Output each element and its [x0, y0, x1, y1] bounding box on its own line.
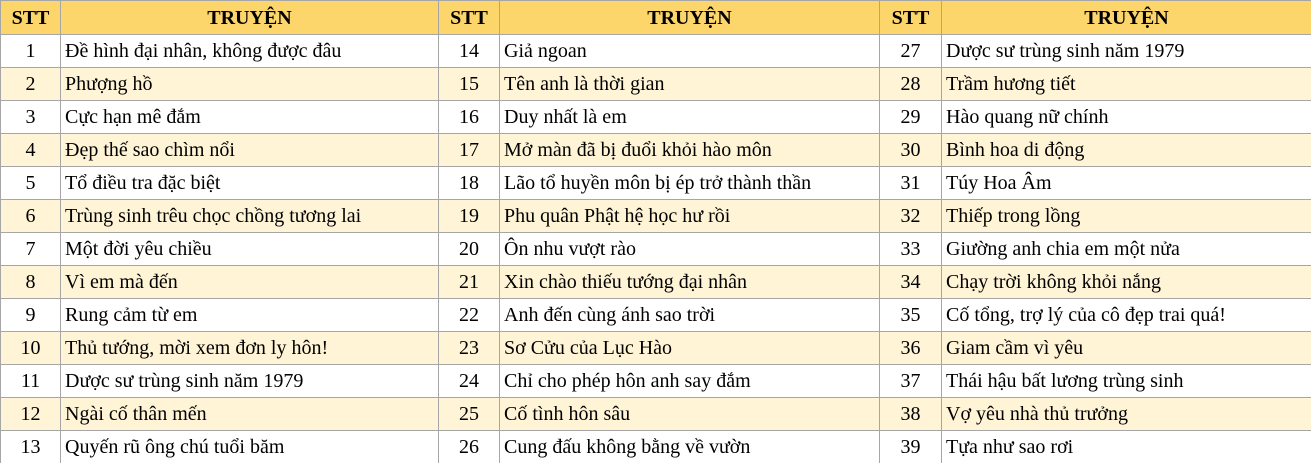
table-row: [1, 68, 1311, 101]
story-title: Mở màn đã bị đuổi khỏi hào môn: [500, 134, 880, 167]
header-row: [1, 1, 1311, 35]
story-number: 17: [439, 134, 500, 167]
story-title: Chạy trời không khỏi nắng: [942, 266, 1311, 299]
table-row: [1, 365, 1311, 398]
story-number: 11: [1, 365, 61, 398]
story-number: 15: [439, 68, 500, 101]
story-number: 34: [880, 266, 942, 299]
story-number: 13: [1, 431, 61, 463]
story-title: Sơ Cửu của Lục Hào: [500, 332, 880, 365]
story-title: Một đời yêu chiều: [61, 233, 439, 266]
story-title: Phu quân Phật hệ học hư rồi: [500, 200, 880, 233]
story-number: 39: [880, 431, 942, 463]
story-title: Ôn nhu vượt rào: [500, 233, 880, 266]
story-number: 20: [439, 233, 500, 266]
table-row: [1, 233, 1311, 266]
table-row: [1, 266, 1311, 299]
story-number: 30: [880, 134, 942, 167]
story-number: 16: [439, 101, 500, 134]
table-row: [1, 101, 1311, 134]
table-row: [1, 200, 1311, 233]
story-number: 14: [439, 35, 500, 68]
story-title: Anh đến cùng ánh sao trời: [500, 299, 880, 332]
story-number: 33: [880, 233, 942, 266]
story-number: 32: [880, 200, 942, 233]
story-number: 8: [1, 266, 61, 299]
story-title: Đẹp thế sao chìm nổi: [61, 134, 439, 167]
story-title: Cố tổng, trợ lý của cô đẹp trai quá!: [942, 299, 1311, 332]
story-number: 29: [880, 101, 942, 134]
story-title: Dược sư trùng sinh năm 1979: [61, 365, 439, 398]
story-title: Tổ điều tra đặc biệt: [61, 167, 439, 200]
story-title: Giường anh chia em một nửa: [942, 233, 1311, 266]
story-title: Thái hậu bất lương trùng sinh: [942, 365, 1311, 398]
table-row: [1, 332, 1311, 365]
story-title: Cực hạn mê đắm: [61, 101, 439, 134]
story-title: Thủ tướng, mời xem đơn ly hôn!: [61, 332, 439, 365]
story-title: Rung cảm từ em: [61, 299, 439, 332]
story-number: 38: [880, 398, 942, 431]
story-number: 1: [1, 35, 61, 68]
story-title: Túy Hoa Âm: [942, 167, 1311, 200]
story-number: 4: [1, 134, 61, 167]
truyen-header: TRUYỆN: [942, 1, 1311, 35]
story-title: Phượng hồ: [61, 68, 439, 101]
story-number: 18: [439, 167, 500, 200]
story-title: Cung đấu không bằng về vườn: [500, 431, 880, 463]
story-number: 5: [1, 167, 61, 200]
story-title: Bình hoa di động: [942, 134, 1311, 167]
story-title: Đề hình đại nhân, không được đâu: [61, 35, 439, 68]
stt-header: STT: [439, 1, 500, 35]
story-title: Hào quang nữ chính: [942, 101, 1311, 134]
story-title: Giả ngoan: [500, 35, 880, 68]
table-row: [1, 35, 1311, 68]
story-title: Cố tình hôn sâu: [500, 398, 880, 431]
stt-header: STT: [880, 1, 942, 35]
story-number: 21: [439, 266, 500, 299]
story-title: Duy nhất là em: [500, 101, 880, 134]
story-title: Thiếp trong lồng: [942, 200, 1311, 233]
table-row: [1, 299, 1311, 332]
story-title: Quyến rũ ông chú tuổi băm: [61, 431, 439, 463]
story-title: Vợ yêu nhà thủ trưởng: [942, 398, 1311, 431]
story-title: Vì em mà đến: [61, 266, 439, 299]
story-number: 35: [880, 299, 942, 332]
story-number: 6: [1, 200, 61, 233]
story-title: Lão tổ huyền môn bị ép trở thành thần: [500, 167, 880, 200]
story-number: 7: [1, 233, 61, 266]
story-number: 24: [439, 365, 500, 398]
story-number: 23: [439, 332, 500, 365]
story-title: Giam cầm vì yêu: [942, 332, 1311, 365]
table-row: [1, 431, 1311, 463]
story-number: 36: [880, 332, 942, 365]
truyen-header: TRUYỆN: [500, 1, 880, 35]
story-number: 31: [880, 167, 942, 200]
story-title: Tựa như sao rơi: [942, 431, 1311, 463]
story-number: 22: [439, 299, 500, 332]
story-title: Trầm hương tiết: [942, 68, 1311, 101]
story-number: 3: [1, 101, 61, 134]
story-title: Chỉ cho phép hôn anh say đắm: [500, 365, 880, 398]
story-number: 26: [439, 431, 500, 463]
story-number: 27: [880, 35, 942, 68]
table-row: [1, 134, 1311, 167]
story-title: Tên anh là thời gian: [500, 68, 880, 101]
story-number: 28: [880, 68, 942, 101]
stt-header: STT: [1, 1, 61, 35]
story-title: Ngài cố thân mến: [61, 398, 439, 431]
table-row: [1, 167, 1311, 200]
story-number: 10: [1, 332, 61, 365]
story-title: Xin chào thiếu tướng đại nhân: [500, 266, 880, 299]
story-title: Trùng sinh trêu chọc chồng tương lai: [61, 200, 439, 233]
story-number: 9: [1, 299, 61, 332]
story-number: 25: [439, 398, 500, 431]
story-number: 12: [1, 398, 61, 431]
story-title: Dược sư trùng sinh năm 1979: [942, 35, 1311, 68]
story-number: 37: [880, 365, 942, 398]
story-number: 19: [439, 200, 500, 233]
table-row: [1, 398, 1311, 431]
story-number: 2: [1, 68, 61, 101]
truyen-header: TRUYỆN: [61, 1, 439, 35]
